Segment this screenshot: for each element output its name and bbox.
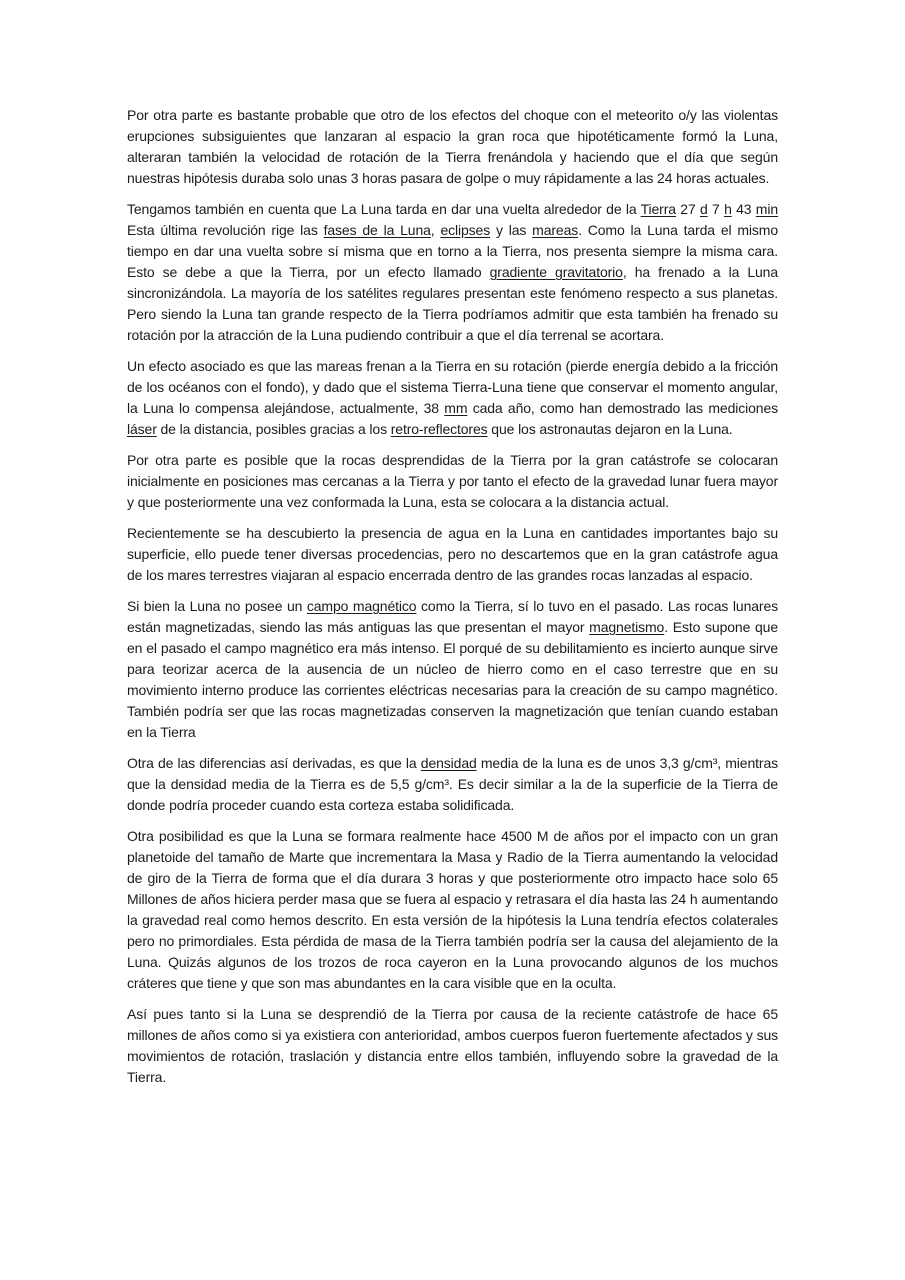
- paragraph: [127, 105, 778, 189]
- body-text: Así pues tanto si la Luna se desprendió de la Tierra por causa de la reciente catástrofe de hace 65 millones de años como si ya existiera con anterioridad, ambos cuerpos fueron fuertemente afectados y sus movimientos de rotación, traslación y distancia entre ellos también, influyendo sobre la gravedad de la Tierra.: [127, 1006, 778, 1085]
- paragraph: [127, 356, 778, 440]
- body-text: . Como la Luna tarda el mismo tiempo en dar una vuelta sobre sí misma que en torno a la Tierra, nos presenta siempre la misma cara. Esto se debe a que la Tierra, por un efecto llamado: [127, 222, 778, 280]
- body-text: y las: [490, 222, 533, 238]
- body-text: media de la luna es de unos 3,3 g/cm³, mientras que la densidad media de la Tierra es de 5,5 g/cm³. Es decir similar a la de la superficie de la Tierra de donde podría proceder cuando esta corteza estaba solidificada.: [127, 755, 778, 813]
- body-text: 7: [707, 201, 725, 217]
- link-text[interactable]: h: [724, 201, 732, 217]
- body-text: ,: [430, 222, 441, 238]
- paragraph: [127, 826, 778, 994]
- body-text: Si bien la Luna no posee un: [127, 598, 307, 614]
- link-text[interactable]: gradiente gravitatorio: [489, 264, 623, 280]
- link-text[interactable]: retro-reflectores: [390, 421, 488, 437]
- link-text[interactable]: fases de la Luna: [323, 222, 431, 238]
- body-text: Otra posibilidad es que la Luna se formara realmente hace 4500 M de años por el impacto con un gran planetoide del tamaño de Marte que incrementara la Masa y Radio de la Tierra aumentando la velocidad de giro de la Tierra de forma que el día durara 3 horas y que posteriormente otro impacto hace solo 65 Millones de años hiciera perder masa que se fuera al espacio y retrasara el día hasta las 24 h aumentando la gravedad real como hemos descrito. En esta versión de la hipótesis la Luna tendría efectos colaterales pero no primordiales. Esta pérdida de masa de la Tierra también podría ser la causa del alejamiento de la Luna. Quizás algunos de los trozos de roca cayeron en la Luna provocando algunos de los muchos cráteres que tiene y que son mas abundantes en la cara visible que en la oculta.: [127, 828, 778, 991]
- link-text[interactable]: láser: [127, 421, 157, 437]
- link-text[interactable]: mm: [444, 400, 468, 416]
- paragraph: [127, 199, 778, 346]
- body-text: como la Tierra, sí lo tuvo en el pasado. Las rocas lunares están magnetizadas, siendo las más antiguas las que presentan el mayor: [127, 598, 778, 635]
- body-text: de la distancia, posibles gracias a los: [156, 421, 391, 437]
- body-text: Otra de las diferencias así derivadas, es que la: [127, 755, 421, 771]
- link-text[interactable]: mareas: [532, 222, 579, 238]
- paragraph: [127, 523, 778, 586]
- link-text[interactable]: magnetismo: [589, 619, 665, 635]
- paragraph: [127, 1004, 778, 1088]
- body-text: Por otra parte es bastante probable que otro de los efectos del choque con el meteorito o/y las violentas erupciones subsiguientes que lanzaran al espacio la gran roca que hipotéticamente formó la Luna, alteraran también la velocidad de rotación de la Tierra frenándola y haciendo que el día que según nuestras hipótesis duraba solo unas 3 horas pasara de golpe o muy rápidamente a las 24 horas actuales.: [127, 107, 778, 186]
- text-block: [127, 105, 778, 1098]
- body-text: , ha frenado a la Luna sincronizándola. La mayoría de los satélites regulares presentan este fenómeno respecto a sus planetas. Pero siendo la Luna tan grande respecto de la Tierra podríamos admitir que esta también ha frenado su rotación por la atracción de la Luna pudiendo contribuir a que el día terrenal se acortara.: [127, 264, 778, 343]
- body-text: . Esto supone que en el pasado el campo magnético era más intenso. El porqué de su debilitamiento es incierto aunque sirve para teorizar acerca de la ausencia de un núcleo de hierro como en el caso terrestre que en su movimiento interno produce las corrientes eléctricas necesarias para la creación de su campo magnético. También podría ser que las rocas magnetizadas conserven la magnetización que tenían cuando estaban en la Tierra: [127, 619, 778, 740]
- body-text: Tengamos también en cuenta que La Luna tarda en dar una vuelta alrededor de la: [127, 201, 641, 217]
- link-text[interactable]: d: [700, 201, 708, 217]
- body-text: 27: [675, 201, 700, 217]
- body-text: Recientemente se ha descubierto la presencia de agua en la Luna en cantidades importantes bajo su superficie, ello puede tener diversas procedencias, pero no descartemos que en la gran catástrofe agua de los mares terrestres viajaran al espacio encerrada dentro de las grandes rocas lanzadas al espacio.: [127, 525, 778, 583]
- body-text: Un efecto asociado es que las mareas frenan a la Tierra en su rotación (pierde energía debido a la fricción de los océanos con el fondo), y dado que el sistema Tierra-Luna tiene que conservar el momento angular, la Luna lo compensa alejándose, actualmente, 38: [127, 358, 778, 416]
- link-text[interactable]: Tierra: [640, 201, 676, 217]
- paragraph: [127, 450, 778, 513]
- body-text: 43: [731, 201, 756, 217]
- paragraph: [127, 596, 778, 743]
- body-text: Esta última revolución rige las: [127, 222, 324, 238]
- paragraph: [127, 753, 778, 816]
- link-text[interactable]: min: [755, 201, 778, 217]
- link-text[interactable]: densidad: [420, 755, 477, 771]
- body-text: Por otra parte es posible que la rocas desprendidas de la Tierra por la gran catástrofe se colocaran inicialmente en posiciones mas cercanas a la Tierra y por tanto el efecto de la gravedad lunar fuera mayor y que posteriormente una vez conformada la Luna, esta se colocara a la distancia actual.: [127, 452, 778, 510]
- link-text[interactable]: eclipses: [440, 222, 491, 238]
- body-text: cada año, como han demostrado las mediciones: [467, 400, 779, 416]
- body-text: que los astronautas dejaron en la Luna.: [487, 421, 733, 437]
- link-text[interactable]: campo magnético: [306, 598, 417, 614]
